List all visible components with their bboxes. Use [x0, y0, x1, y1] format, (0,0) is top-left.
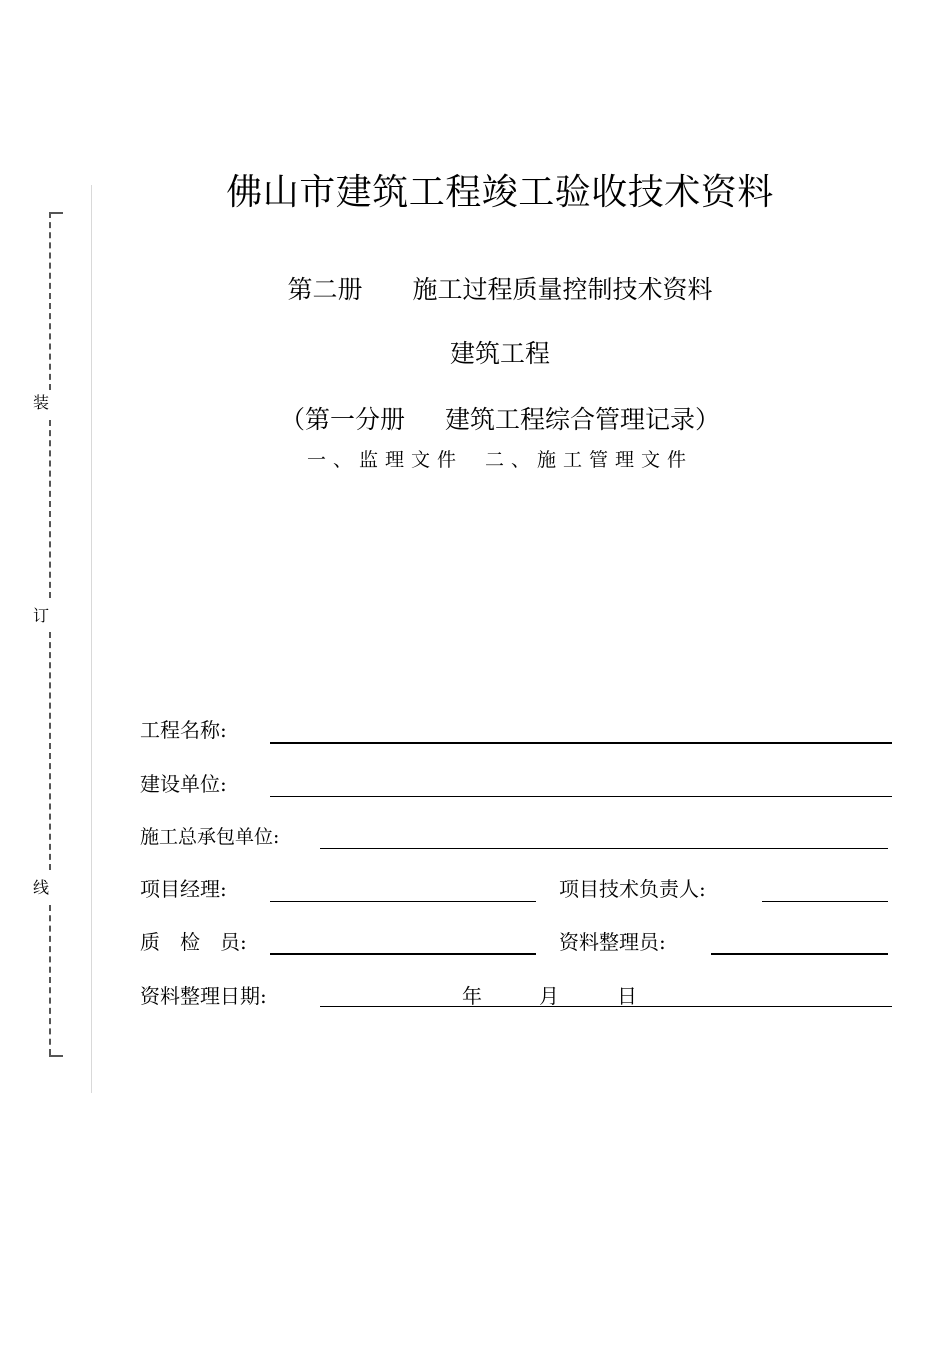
tech-lead-label: 项目技术负责人: — [559, 877, 706, 901]
part-heading — [0, 402, 950, 438]
discipline-heading: 建筑工程 — [449, 339, 550, 368]
inspector-label: 质 检 员: — [140, 930, 247, 954]
project-manager-field[interactable] — [270, 901, 536, 902]
month-label: 月 — [539, 984, 559, 1008]
binding-dash-3 — [49, 632, 51, 870]
binding-char-xian: 线 — [32, 878, 49, 897]
section-1: 一、监理文件 — [306, 449, 463, 471]
part-title: 建筑工程综合管理记录） — [445, 405, 721, 434]
archivist-label: 资料整理员: — [559, 930, 666, 954]
section-list — [0, 446, 950, 474]
contractor-field[interactable] — [320, 848, 888, 849]
volume-number: 第二册 — [287, 275, 363, 304]
binding-dash-4 — [49, 905, 51, 1055]
archivist-field[interactable] — [711, 953, 888, 955]
document-title: 佛山市建筑工程竣工验收技术资料 — [226, 172, 774, 213]
day-label: 日 — [617, 984, 637, 1008]
client-label: 建设单位: — [140, 772, 227, 796]
inspector-field[interactable] — [270, 953, 536, 955]
tech-lead-field[interactable] — [762, 901, 888, 902]
binding-bottom-tick — [49, 1055, 63, 1057]
project-name-field[interactable] — [270, 742, 892, 744]
year-label: 年 — [462, 984, 482, 1008]
contractor-label: 施工总承包单位: — [140, 826, 280, 848]
volume-title: 施工过程质量控制技术资料 — [412, 275, 713, 304]
binding-char-zhuang: 装 — [32, 393, 49, 412]
project-name-label: 工程名称: — [140, 718, 227, 742]
binding-margin-rule — [91, 185, 92, 1093]
binding-char-ding: 订 — [32, 606, 49, 625]
section-2: 二、施工管理文件 — [485, 449, 694, 471]
date-field[interactable] — [320, 1006, 892, 1007]
volume-heading — [0, 272, 950, 308]
part-number: （第一分册 — [279, 405, 405, 434]
project-manager-label: 项目经理: — [140, 877, 227, 901]
date-label: 资料整理日期: — [140, 984, 267, 1008]
client-field[interactable] — [270, 796, 892, 797]
